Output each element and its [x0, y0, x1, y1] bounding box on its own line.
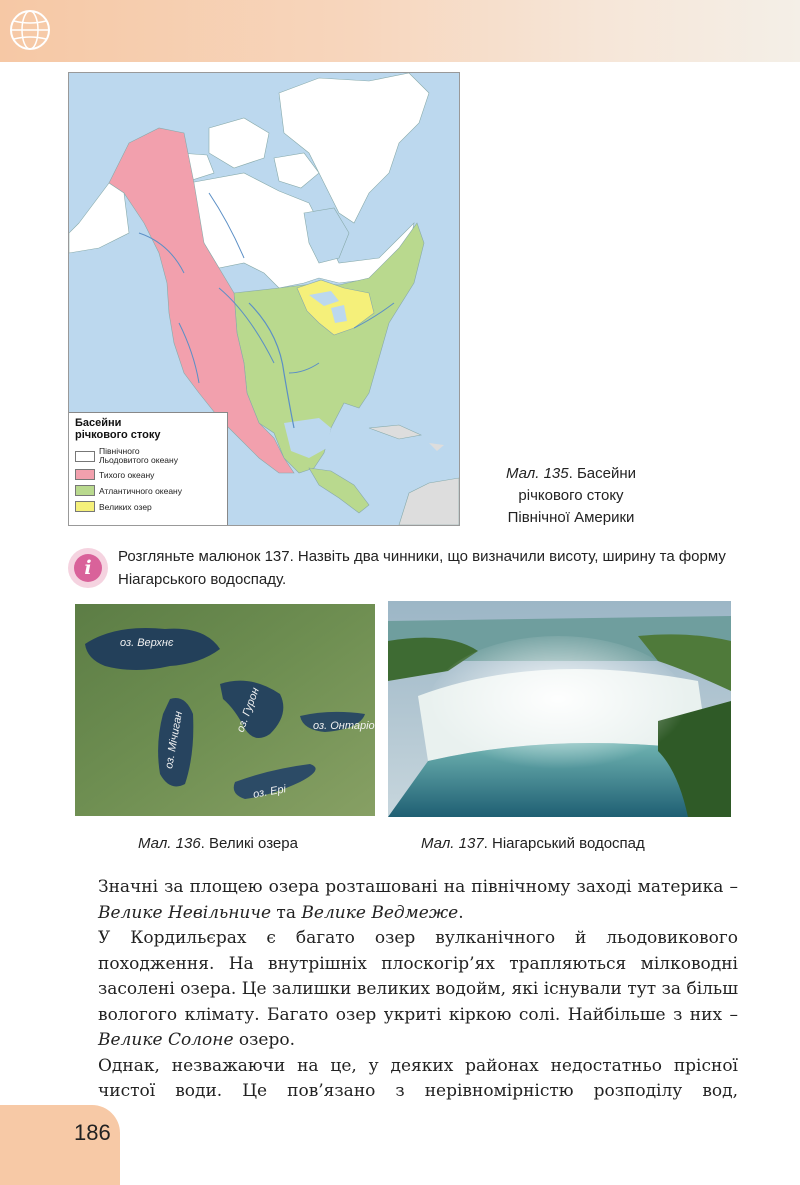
- legend-item-great-lakes: Великих озер: [75, 501, 152, 512]
- paragraph-1: Значні за площею озера розташовані на північному заході материка – Велике Невільниче та Велике Ведмеже.: [98, 877, 738, 923]
- legend-swatch: [75, 451, 95, 462]
- body-text: [70, 875, 738, 1105]
- great-lakes-photo: [75, 604, 375, 816]
- map-legend: [69, 412, 228, 525]
- task-text: Розгляньте малюнок 137. Назвіть два чинники, що визначили висоту, ширину та форму Ніагарського водоспаду.: [118, 548, 726, 588]
- figure-caption-136: Мал. 136. Великі озера: [138, 835, 298, 852]
- legend-swatch: [75, 501, 95, 512]
- legend-item-arctic: Північного Льодовитого океану: [75, 447, 178, 465]
- lake-label: оз. Ері: [252, 783, 287, 801]
- niagara-falls-photo: [388, 601, 731, 817]
- legend-item-pacific: Тихого океану: [75, 469, 154, 480]
- paragraph-3: Однак, незважаючи на це, у деяких районах недостатньо прісної чистої води. Це пов’язано з нерівномірністю розподілу вод,: [98, 1055, 738, 1101]
- figure-caption-137: Мал. 137. Ніагарський водоспад: [421, 835, 645, 852]
- lake-label: оз. Гурон: [234, 686, 262, 734]
- page-header-band: [0, 0, 800, 62]
- globe-icon: [8, 8, 52, 52]
- lake-label: оз. Верхнє: [120, 637, 174, 649]
- lake-label: оз. Онтаріо: [313, 720, 375, 732]
- legend-title: Басейни річкового стоку: [75, 417, 161, 441]
- page-number: 186: [74, 1120, 111, 1145]
- legend-item-atlantic: Атлантичного океану: [75, 485, 182, 496]
- legend-swatch: [75, 485, 95, 496]
- paragraph-2: У Кордильєрах є багато озер вулканічного й льодовикового походження. На внутрішніх плоскогір’ях трапляються мілководні засолені озера. Це залишки великих водойм, які існували тут за більш вологого клімату. Багато озер укриті кіркою солі. Найбільше з них – Велике Солоне озеро.: [98, 928, 738, 1050]
- legend-swatch: [75, 469, 95, 480]
- river-basins-map: [68, 72, 460, 526]
- lake-label: оз. Мічиган: [163, 710, 186, 770]
- info-icon: i: [68, 548, 108, 588]
- figure-caption-135: Мал. 135. Басейни річкового стоку Північної Америки: [505, 465, 637, 526]
